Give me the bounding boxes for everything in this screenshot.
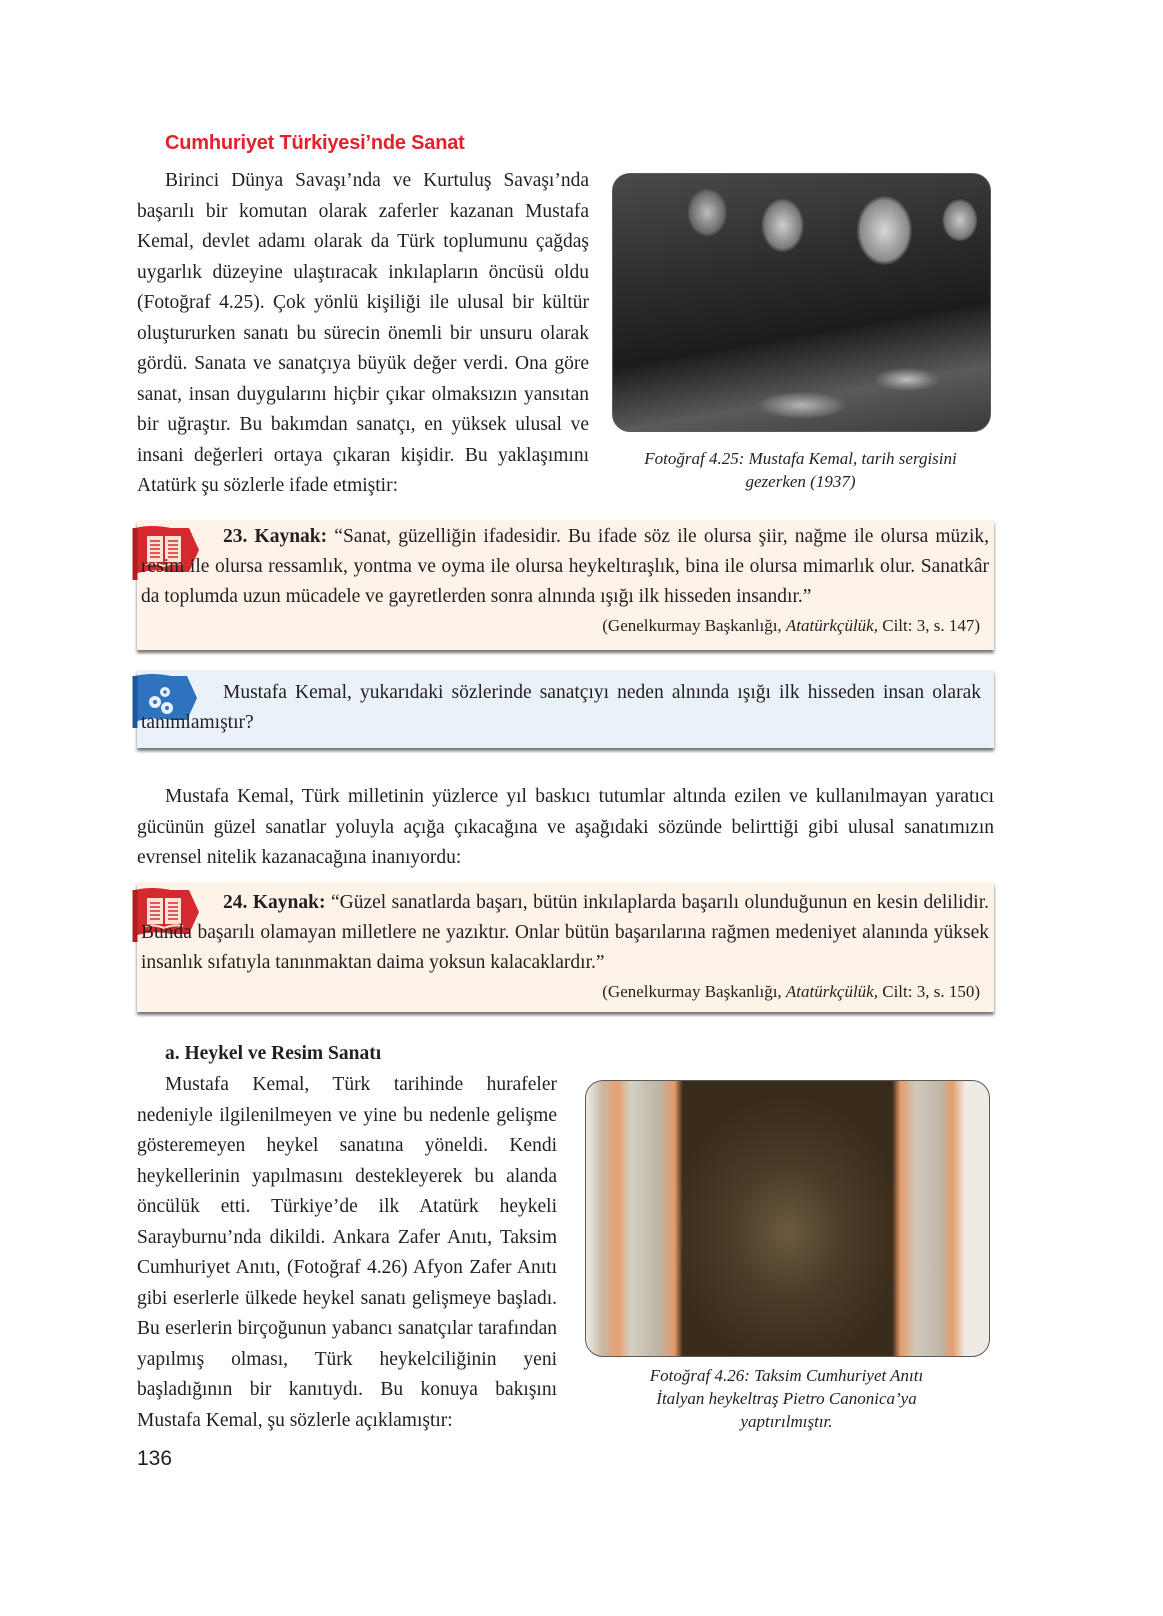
- question-box: [137, 670, 994, 748]
- section-title: Cumhuriyet Türkiyesi’nde Sanat: [165, 132, 465, 154]
- photo-ataturk-exhibition: [612, 173, 991, 432]
- subsection-paragraph: Mustafa Kemal, Türk tarihinde hurafeler nedeniyle ilgilenilmeyen ve yine bu nedenle gelişme gösteremeyen heykel sanatına yöneldi. Kendi heykellerinin yapılmasını destekleyerek bu alanda öncülük etti. Türkiye’de ilk Atatürk heykeli Sarayburnu’nda dikildi. Ankara Zafer Anıtı, Taksim Cumhuriyet Anıtı, (Fotoğraf 4.26) Afyon Zafer Anıtı gibi eserlerle ülkede heykel sanatı gelişmeye başladı. Bu eserlerin birçoğunun yabancı sanatçılar tarafından yapılmış olması, Türk heykelciliğinin yeni başladığının bir kanıtıydı. Bu konuya bakışını Mustafa Kemal, şu sözlerle açıklamıştır:: [137, 1074, 557, 1431]
- page-number: 136: [137, 1447, 173, 1470]
- source-24-reference: (Genelkurmay Başkanlığı, Atatürkçülük, Cilt: 3, s. 150): [602, 982, 980, 1001]
- question-text: Mustafa Kemal, yukarıdaki sözlerinde sanatçıyı neden alnında ışığı ilk hisseden insan olarak tanımlamıştır?: [141, 682, 981, 733]
- photo-taksim-monument: [585, 1080, 990, 1357]
- source-box-23: 23. Kaynak: “Sanat, güzelliğin ifadesidir. Bu ifade söz ile olursa şiir, nağme ile olursa müzik, resim ile olursa ressamlık, yontma ve oyma ile olursa heykeltıraşlık, bina ile olursa mimarlık olur. Sanatkâr da toplumda uzun mücadele ve gayretlerden sonra alnında ışığı ilk hisseden insandır.” (Genelkurmay Başkanlığı, Atatürkçülük, Cilt: 3, s. 147): [137, 520, 994, 650]
- photo-2-caption: Fotoğraf 4.26: Taksim Cumhuriyet Anıtı İtalyan heykeltraş Pietro Canonica’ya yaptırılmıştır.: [649, 1366, 924, 1431]
- middle-paragraph: Mustafa Kemal, Türk milletinin yüzlerce yıl baskıcı tutumlar altında ezilen ve kullanılmayan yaratıcı gücünün güzel sanatlar yoluyla açığa çıkacağına ve aşağıdaki sözünde belirttiği gibi ulusal sanatımızın evrensel nitelik kazanacağına inanıyordu:: [137, 786, 994, 868]
- source-23-reference: (Genelkurmay Başkanlığı, Atatürkçülük, Cilt: 3, s. 147): [602, 616, 980, 635]
- source-box-24: 24. Kaynak: “Güzel sanatlarda başarı, bütün inkılaplarda başarılı olunduğunun en kesin delilidir. Bunda başarılı olamayan milletlere ne yazıktır. Onlar bütün başarılarına rağmen medeniyet alanında yüksek insanlık sıfatıyla tanınmaktan daima yoksun kalacaklardır.” (Genelkurmay Başkanlığı, Atatürkçülük, Cilt: 3, s. 150): [137, 882, 994, 1012]
- photo-1-caption: Fotoğraf 4.25: Mustafa Kemal, tarih sergisini gezerken (1937): [644, 449, 957, 491]
- subsection-title: a. Heykel ve Resim Sanatı: [165, 1043, 382, 1064]
- intro-paragraph: Birinci Dünya Savaşı’nda ve Kurtuluş Savaşı’nda başarılı bir komutan olarak zaferler kazanan Mustafa Kemal, devlet adamı olarak da Türk toplumunu çağdaş uygarlık düzeyine ulaştıracak inkılapların öncüsü oldu (Fotoğraf 4.25). Çok yönlü kişiliği ile ulusal bir kültür oluştururken sanatı bu sürecin önemli bir unsuru olarak gördü. Sanata ve sanatçıya büyük değer verdi. Ona göre sanat, insan duygularını hiçbir çıkar olmaksızın yansıtan bir uğraştır. Bu bakımdan sanatçı, en yüksek ulusal ve insani değerleri ortaya çıkaran kişidir. Bu yaklaşımını Atatürk şu sözlerle ifade etmiştir:: [137, 170, 589, 496]
